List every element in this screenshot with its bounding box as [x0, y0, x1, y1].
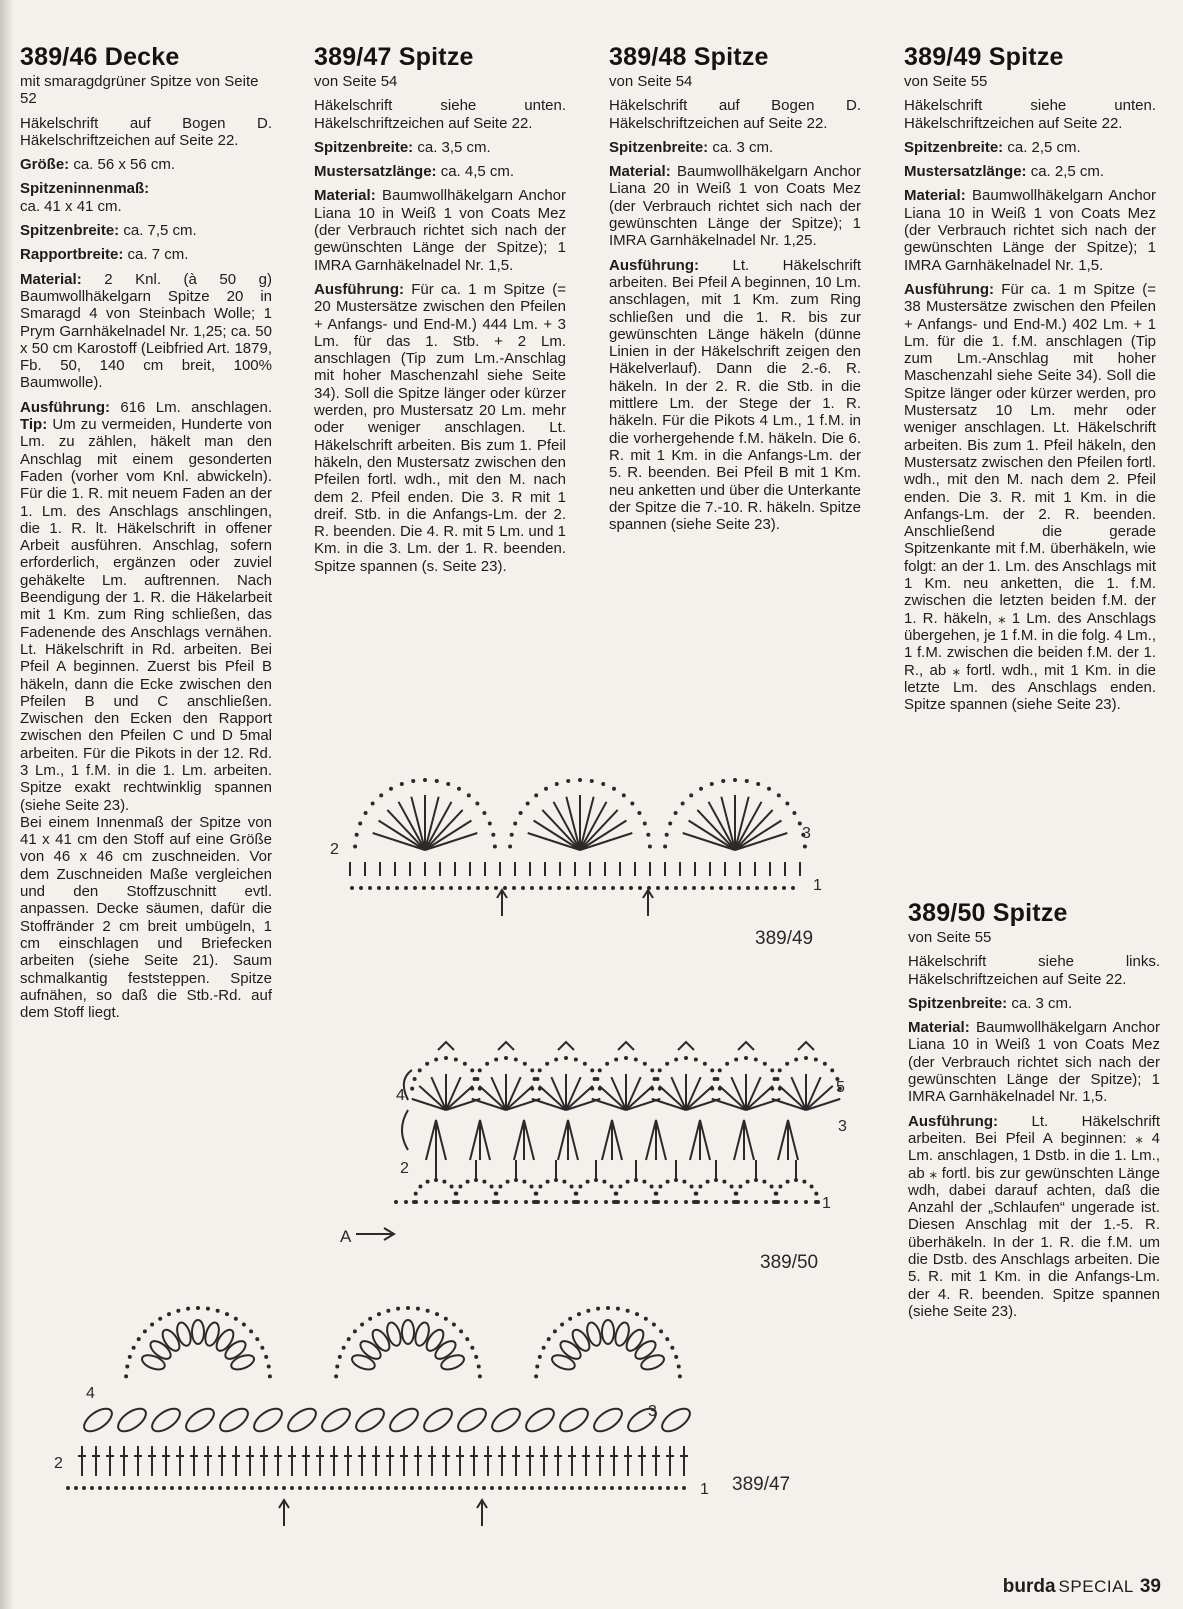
article-title: 389/49 Spitze	[904, 43, 1064, 71]
crochet-chart-389-49	[330, 770, 850, 950]
material-spec	[908, 1019, 1160, 1105]
brand-logo: burda	[1002, 1576, 1056, 1597]
article-389-50	[908, 898, 1160, 1327]
spec-value: ca. 2,5 cm.	[1030, 163, 1105, 181]
article-subtitle: mit smaragdgrüner Spitze von Seite 52	[20, 73, 259, 108]
instructions	[908, 1113, 1160, 1321]
spec-label: Spitzenbreite:	[314, 138, 414, 156]
article-title: 389/46 Decke	[20, 43, 180, 71]
spec-value: Baumwollhäkelgarn Anchor Liana 10 in Weiß 1 von Coats Mez (der Verbrauch richtet sich nach der gewünschten Länge der Spitze); 1 IMRA Garnhäkelnadel Nr. 1,5.	[904, 187, 1156, 274]
spec-value: ca. 3 cm.	[712, 138, 774, 156]
row-number-2: 2	[54, 1455, 63, 1472]
material-spec	[904, 187, 1156, 273]
row-number-2: 2	[400, 1160, 409, 1177]
instructions-fabric: Bei einem Innenmaß der Spitze von 41 x 41 cm den Stoff auf eine Größe von 46 x 46 cm zuschneiden. Vor dem Zuschneiden Maße vergleichen und den Stoffzuschnitt evtl. anpassen. Decke säumen, dafür die Stoffränder 2 cm breit umbügeln, 1 cm einschlagen und Briefecken arbeiten (siehe Seite 21). Saum schmalkantig feststeppen. Spitze aufnähen, so daß die Stb.-Rd. auf dem Stoff liegt.	[20, 813, 272, 1022]
spec-label: Ausführung:	[609, 256, 699, 274]
instructions-text: Für ca. 1 m Spitze (= 20 Mustersätze zwischen den Pfeilen + Anfangs- und End-M.) 444 Lm. + 3 Lm. für das 1. Stb. + 2 Lm. anschlagen (Tip zum Lm.-Anschlag mit hoher Maschenzahl siehe Seite 34). Soll die Spitze länger oder kürzer werden, pro Mustersatz 20 Lm. mehr oder weniger anschlagen. Lt. Häkelschrift arbeiten. Bis zum 1. Pfeil häkeln, den Mustersatz zwischen den Pfeilen fortl. wdh., mit den M. nach dem 2. Pfeil enden. Die 3. R mit 1 dreif. Stb. in die Anfangs-Lm. der 2. R. beenden. Die 4. R. mit 5 Lm. und 1 Km. in die 3. Lm. der 1. R. beenden. Spitze spannen (s. Seite 23).	[314, 280, 566, 575]
rapport-width-spec	[20, 246, 272, 263]
spec-value: Baumwollhäkelgarn Anchor Liana 20 in Weiß 1 von Coats Mez (der Verbrauch richtet sich nach der gewünschten Länge der Spitze); 1 IMRA Garnhäkelnadel Nr. 1,25.	[609, 163, 861, 250]
row-number-2: 2	[330, 841, 339, 858]
inner-size-spec	[20, 180, 272, 215]
magazine-series: SPECIAL	[1058, 1577, 1134, 1596]
article-title: 389/50 Spitze	[908, 899, 1068, 927]
chart-reference: Häkelschrift auf Bogen D. Häkelschriftzeichen auf Seite 22.	[20, 114, 272, 149]
instructions	[609, 257, 861, 534]
spec-value: ca. 3,5 cm.	[417, 138, 491, 156]
article-subtitle: von Seite 54	[609, 73, 693, 90]
article-389-46	[20, 42, 272, 1028]
article-389-48	[609, 42, 861, 540]
spec-value: ca. 7,5 cm.	[123, 222, 197, 240]
crochet-symbols-389-50	[356, 1042, 842, 1240]
spec-label: Mustersatzlänge:	[904, 163, 1027, 181]
lace-width-spec	[20, 222, 272, 239]
spec-label: Spitzenbreite:	[20, 222, 120, 240]
spec-label: Ausführung:	[20, 398, 110, 416]
article-subtitle: von Seite 54	[314, 73, 398, 90]
instructions-text: Lt. Häkelschrift arbeiten. Bei Pfeil A beginnen, 10 Lm. anschlagen, mit 1 Km. zum Ring schließen und die 1. R. bis zur gewünschten Länge häkeln (dünne Linien in der Häkelschrift zeigen den Häkelverlauf). Dann die 2.-6. R. häkeln. In der 2. R. die Stb. in die mittlere Lm. der Stege der 1. R. häkeln. Für die Pikots 4 Lm., 1 f.M. in die vorhergehende f.M. häkeln. Die 6. R. mit 1 Km. in die Anfangs-Lm. der 5. R. beenden. Bei Pfeil B mit 1 Km. neu anketten und über die Unterkante der Spitze die 7.-10. R. häkeln. Spitze spannen (siehe Seite 23).	[609, 256, 862, 534]
instructions	[314, 281, 566, 575]
spec-value: ca. 3 cm.	[1011, 994, 1073, 1012]
repeat-length-spec	[904, 163, 1156, 180]
spec-value: ca. 4,5 cm.	[440, 163, 515, 181]
row-number-4: 4	[396, 1087, 405, 1104]
crochet-chart-389-47	[48, 1300, 718, 1540]
page-number: 39	[1139, 1576, 1161, 1597]
start-arrow-label: A	[340, 1227, 352, 1246]
crochet-chart-389-50	[336, 1030, 856, 1250]
lace-width-spec	[314, 139, 566, 156]
row-number-1: 1	[700, 1481, 709, 1498]
row-number-1: 1	[813, 877, 822, 894]
instructions-text: 616 Lm. anschlagen.	[120, 398, 273, 416]
material-spec	[609, 163, 861, 249]
spec-label: Material:	[908, 1019, 970, 1037]
chart-label-389-50: 389/50	[760, 1252, 819, 1273]
spec-label: Spitzenbreite:	[908, 994, 1008, 1012]
spec-label: Material:	[904, 187, 966, 205]
article-subtitle: von Seite 55	[908, 929, 992, 946]
instructions-text: Lt. Häkelschrift arbeiten. Bei Pfeil A beginnen: ⁎ 4 Lm. anschlagen, 1 Dstb. in die 1. Lm., ab ⁎ fortl. bis zur gewünschten Länge wdh, dabei darauf achten, daß die Anzahl der „Schlaufen“ ungerade ist. Diesen Anschlag mit der 1.-5. R. überhäkeln. In der 1. R. die f.M. um die Dstb. des Anschlags arbeiten. Die 5. R. mit 1 Km. in die Anfangs-Lm. der 4. R. beenden. Spitze spannen (siehe Seite 23).	[908, 1112, 1161, 1320]
spec-label: Spitzeninnenmaß:	[20, 180, 150, 198]
chart-label-389-47: 389/47	[732, 1474, 791, 1495]
spec-label: Spitzenbreite:	[609, 138, 709, 156]
spec-value: Baumwollhäkelgarn Anchor Liana 10 in Weiß 1 von Coats Mez (der Verbrauch richtet sich nach der gewünschten Länge der Spitze); 1 IMRA Garnhäkelnadel Nr. 1,5.	[908, 1019, 1160, 1106]
instructions-text: Für ca. 1 m Spitze (= 38 Mustersätze zwischen den Pfeilen + Anfangs- und End-M.) 402 Lm. + 1 Lm. für die 1. f.M. anschlagen (Tip zum Lm.-Anschlag mit hoher Maschenzahl siehe Seite 34). Soll die Spitze länger oder kürzer werden, pro Mustersatz 10 Lm. mehr oder weniger anschlagen. Lt. Häkelschrift arbeiten. Bis zum 1. Pfeil häkeln, den Mustersatz zwischen den Pfeilen fortl. wdh., mit den M. nach dem 2. Pfeil enden. Die 3. R. mit 1 Km. in die Anfangs-Lm. der 2. R. beenden. Anschließend die gerade Spitzenkante mit f.M. überhäkeln, wie folgt: an der 1. Lm. des Anschlags mit 1 Km. neu anketten, die 1. f.M. zwischen die letzten beiden f.M. der 1. R. häkeln, ⁎ 1 Lm. des Anschlags übergehen, je 1 f.M. in die folg. 4 Lm., 1 f.M. zwischen die beiden f.M. der 1. R., ab ⁎ fortl. wdh., mit 1 Km. in die letzte Lm. des Anschlags enden. Spitze spannen (siehe Seite 23).	[904, 280, 1156, 714]
row-number-4: 4	[86, 1385, 95, 1402]
spec-label: Ausführung:	[314, 280, 404, 298]
row-number-5: 5	[836, 1079, 845, 1096]
spec-label: Material:	[20, 270, 82, 288]
article-389-47	[314, 42, 566, 582]
chart-reference: Häkelschrift siehe unten. Häkelschriftzeichen auf Seite 22.	[314, 97, 566, 132]
article-389-49	[904, 42, 1156, 720]
row-number-3: 3	[838, 1118, 847, 1135]
size-spec	[20, 156, 272, 173]
chart-label-389-49: 389/49	[755, 928, 814, 949]
spec-value: ca. 41 x 41 cm.	[20, 197, 122, 215]
spec-label: Spitzenbreite:	[904, 138, 1004, 156]
lace-width-spec	[609, 139, 861, 156]
row-number-3: 3	[802, 825, 811, 842]
spec-label: Rapportbreite:	[20, 246, 124, 264]
row-number-1: 1	[822, 1195, 831, 1212]
spec-label: Ausführung:	[908, 1112, 998, 1130]
spec-label: Ausführung:	[904, 280, 994, 298]
instructions	[904, 281, 1156, 713]
row-number-3: 3	[648, 1403, 657, 1420]
spec-value: Baumwollhäkelgarn Anchor Liana 10 in Weiß 1 von Coats Mez (der Verbrauch richtet sich nach der gewünschten Länge der Spitze); 1 IMRA Garnhäkelnadel Nr. 1,5.	[314, 187, 566, 274]
article-title: 389/48 Spitze	[609, 43, 769, 71]
crochet-symbols-389-47	[66, 1306, 694, 1526]
chart-reference: Häkelschrift siehe unten. Häkelschriftzeichen auf Seite 22.	[904, 97, 1156, 132]
chart-reference: Häkelschrift siehe links. Häkelschriftzeichen auf Seite 22.	[908, 953, 1160, 988]
material-spec	[314, 187, 566, 273]
chart-reference: Häkelschrift auf Bogen D. Häkelschriftzeichen auf Seite 22.	[609, 97, 861, 132]
instructions	[20, 399, 272, 814]
tip-label: Tip:	[20, 416, 48, 434]
crochet-symbols-389-49	[350, 778, 807, 916]
lace-width-spec	[904, 139, 1156, 156]
spec-label: Größe:	[20, 156, 70, 174]
spec-label: Mustersatzlänge:	[314, 163, 437, 181]
article-subtitle: von Seite 55	[904, 73, 988, 90]
spec-label: Material:	[609, 163, 671, 181]
material-spec	[20, 271, 272, 392]
spec-value: 2 Knl. (à 50 g) Baumwollhäkelgarn Spitze 20 in Smaragd 4 von Steinbach Wolle; 1 Prym Garnhäkelnadel Nr. 1,25; ca. 50 x 50 cm Karostoff (Leibfried Art. 1879, Fb. 50, 140 cm breit, 100% Baumwolle).	[20, 270, 273, 392]
spec-value: ca. 7 cm.	[127, 246, 189, 264]
article-title: 389/47 Spitze	[314, 43, 474, 71]
tip-text: Um zu vermeiden, Hunderte von Lm. zu zählen, häkelt man den Anschlag mit einem gesonderten Faden (vorher vom Knl. abwickeln). Für die 1. R. mit neuem Faden an der 1. Lm. des Anschlags anschlingen, die 1. R. lt. Häkelschrift in offener Arbeit ausführen. Anschlag, sofern erforderlich, ergänzen oder zuviel gehäkelte Lm. auftrennen. Nach Beendigung der 1. R. die Häkelarbeit mit 1 Km. zum Ring schließen, das Fadenende des Anschlags vernähen. Lt. Häkelschrift in Rd. arbeiten. Bei Pfeil A beginnen. Zuerst bis Pfeil B häkeln, dann die Ecke zwischen den Pfeilen B und C anschließen. Zwischen den Ecken den Rapport zwischen den Pfeilen C und D 5mal arbeiten. Für die Pikots in der 12. Rd. 3 Lm., 1 f.M. in die 1. Lm. arbeiten. Spitze exakt rechtwinklig spannen (siehe Seite 23).	[20, 416, 272, 814]
repeat-length-spec	[314, 163, 566, 180]
page-gutter-shadow	[0, 0, 14, 1609]
spec-label: Material:	[314, 187, 376, 205]
spec-value: ca. 2,5 cm.	[1007, 138, 1081, 156]
page-footer	[1003, 1576, 1161, 1598]
spec-value: ca. 56 x 56 cm.	[73, 156, 176, 174]
lace-width-spec	[908, 995, 1160, 1012]
